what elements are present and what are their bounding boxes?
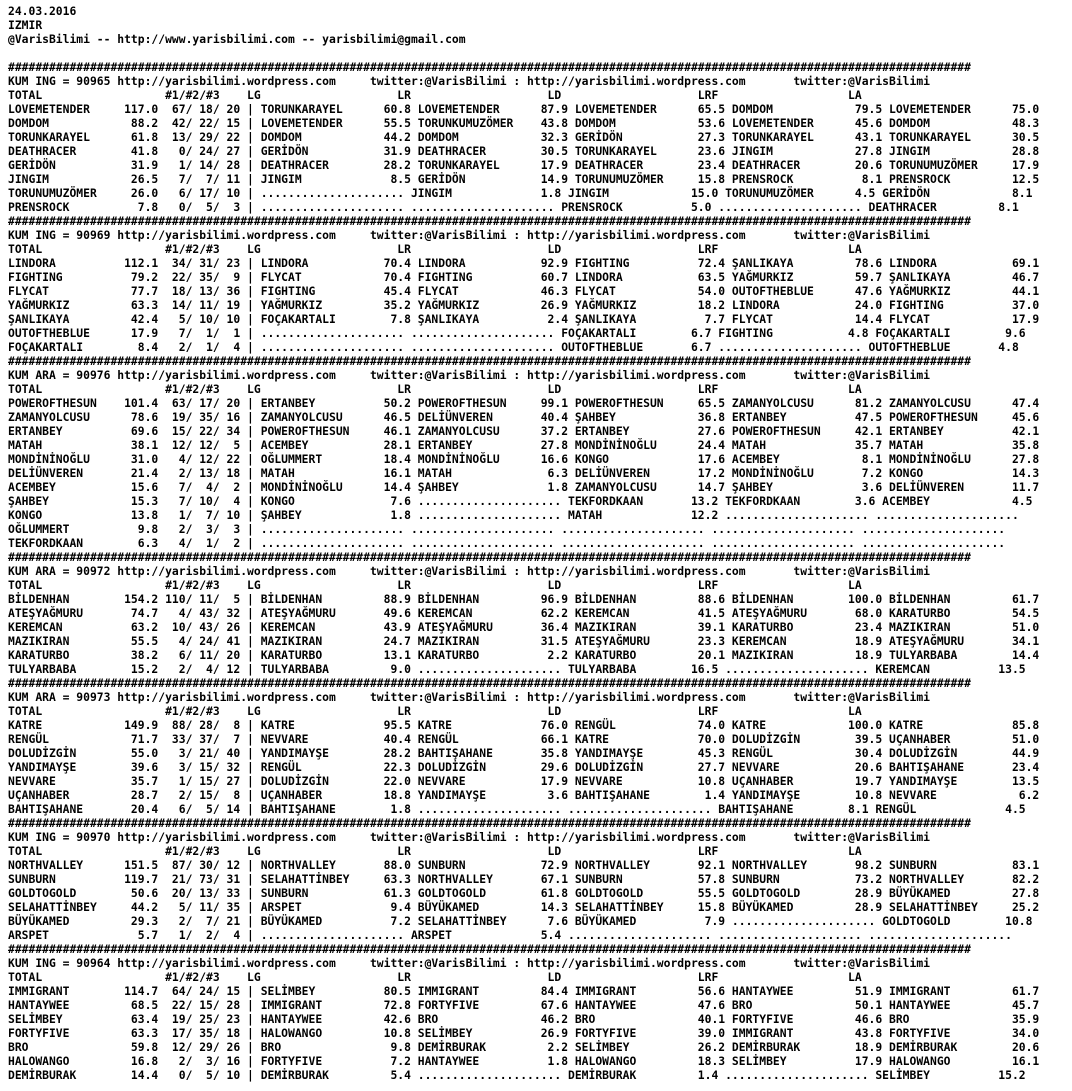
horse-row: KARATURBO 38.2 6/ 11/ 20 | KARATURBO 13.1 KARATURBO 2.2 KARATURBO 20.1 MAZIKIRAN 18.9 TULYARBABA 14.4 <box>8 648 1040 662</box>
horse-row: YAĞMURKIZ 63.3 14/ 11/ 19 | YAĞMURKIZ 35.2 YAĞMURKIZ 26.9 YAĞMURKIZ 18.2 LINDORA 24.0 FIGHTING 37.0 <box>8 298 1040 312</box>
horse-row: UÇANHABER 28.7 2/ 15/ 8 | UÇANHABER 18.8 YANDIMAYŞE 3.6 BAHTIŞAHANE 1.4 YANDIMAYŞE 10.8 NEVVARE 6.2 <box>8 788 1040 802</box>
horse-row: ATEŞYAĞMURU 74.7 4/ 43/ 32 | ATEŞYAĞMURU 49.6 KEREMCAN 62.2 KEREMCAN 41.5 ATEŞYAĞMURU 68.0 KARATURBO 54.5 <box>8 606 1040 620</box>
horse-row: BÜYÜKAMED 29.3 2/ 7/ 21 | BÜYÜKAMED 7.2 SELAHATTİNBEY 7.6 BÜYÜKAMED 7.9 ..................... GOLDTOGOLD 10.8 <box>8 914 1033 928</box>
column-header-line: TOTAL #1/#2/#3 LG LR LD LRF LA <box>8 88 862 102</box>
separator-line: ############################################################################################################################################# <box>8 354 971 368</box>
horse-row: OUTOFTHEBLUE 17.9 7/ 1/ 1 | ..................... ..................... FOÇAKARTALI 6.7 FIGHTING 4.8 FOÇAKARTALI 9.6 <box>8 326 1026 340</box>
horse-row: DELİÜNVEREN 21.4 2/ 13/ 18 | MATAH 16.1 MATAH 6.3 DELİÜNVEREN 17.2 MONDİNİNOĞLU 7.2 KONGO 14.3 <box>8 466 1040 480</box>
horse-row: HALOWANGO 16.8 2/ 3/ 16 | FORTYFIVE 7.2 HANTAYWEE 1.8 HALOWANGO 18.3 SELİMBEY 17.9 HALOWANGO 16.1 <box>8 1054 1040 1068</box>
horse-row: OĞLUMMERT 9.8 2/ 3/ 3 | ..................... ..................... ..................... ..................... ..................... <box>8 522 1006 536</box>
horse-row: PRENSROCK 7.8 0/ 5/ 3 | ..................... ..................... PRENSROCK 5.0 ..................... DEATHRACER 8.1 <box>8 200 1019 214</box>
blank-line <box>8 46 1072 60</box>
race-header-line: KUM ING = 90964 http://yarisbilimi.wordpress.com twitter:@VarisBilimi : http://yarisbilimi.wordpress.com twitter:@VarisBilimi <box>8 956 930 970</box>
horse-row: SELİMBEY 63.4 19/ 25/ 23 | HANTAYWEE 42.6 BRO 46.2 BRO 40.1 FORTYFIVE 46.6 BRO 35.9 <box>8 1012 1040 1026</box>
horse-row: HANTAYWEE 68.5 22/ 15/ 28 | IMMIGRANT 72.8 FORTYFIVE 67.6 HANTAYWEE 47.6 BRO 50.1 HANTAYWEE 45.7 <box>8 998 1040 1012</box>
horse-row: KEREMCAN 63.2 10/ 43/ 26 | KEREMCAN 43.9 ATEŞYAĞMURU 36.4 MAZIKIRAN 39.1 KARATURBO 23.4 MAZIKIRAN 51.0 <box>8 620 1040 634</box>
horse-row: TORUNKARAYEL 61.8 13/ 29/ 22 | DOMDOM 44.2 DOMDOM 32.3 GERİDÖN 27.3 TORUNKARAYEL 43.1 TORUNKARAYEL 30.5 <box>8 130 1040 144</box>
horse-row: ŞANLIKAYA 42.4 5/ 10/ 10 | FOÇAKARTALI 7.8 ŞANLIKAYA 2.4 ŞANLIKAYA 7.7 FLYCAT 14.4 FLYCAT 17.9 <box>8 312 1040 326</box>
column-header-line: TOTAL #1/#2/#3 LG LR LD LRF LA <box>8 844 862 858</box>
column-header-line: TOTAL #1/#2/#3 LG LR LD LRF LA <box>8 578 862 592</box>
race-header-line: KUM ARA = 90976 http://yarisbilimi.wordpress.com twitter:@VarisBilimi : http://yarisbilimi.wordpress.com twitter:@VarisBilimi <box>8 368 930 382</box>
horse-row: BAHTIŞAHANE 20.4 6/ 5/ 14 | BAHTIŞAHANE 1.8 ..................... ..................... BAHTIŞAHANE 8.1 RENGÜL 4.5 <box>8 802 1026 816</box>
horse-row: FLYCAT 77.7 18/ 13/ 36 | FIGHTING 45.4 FLYCAT 46.3 FLYCAT 54.0 OUTOFTHEBLUE 47.6 YAĞMURKIZ 44.1 <box>8 284 1040 298</box>
separator-line: ############################################################################################################################################# <box>8 550 971 564</box>
race-header-line: KUM ARA = 90973 http://yarisbilimi.wordpress.com twitter:@VarisBilimi : http://yarisbilimi.wordpress.com twitter:@VarisBilimi <box>8 690 930 704</box>
race-header-line: KUM ARA = 90972 http://yarisbilimi.wordpress.com twitter:@VarisBilimi : http://yarisbilimi.wordpress.com twitter:@VarisBilimi <box>8 564 930 578</box>
text-line: @VarisBilimi -- http://www.yarisbilimi.com -- yarisbilimi@gmail.com <box>8 32 466 46</box>
horse-row: GOLDTOGOLD 50.6 20/ 13/ 33 | SUNBURN 61.3 GOLDTOGOLD 61.8 GOLDTOGOLD 55.5 GOLDTOGOLD 28.9 BÜYÜKAMED 27.8 <box>8 886 1040 900</box>
text-line: IZMIR <box>8 18 43 32</box>
separator-line: ############################################################################################################################################# <box>8 60 971 74</box>
horse-row: GERİDÖN 31.9 1/ 14/ 28 | DEATHRACER 28.2 TORUNKARAYEL 17.9 DEATHRACER 23.4 DEATHRACER 20.6 TORUNUMUZÖMER 17.9 <box>8 158 1040 172</box>
horse-row: ARSPET 5.7 1/ 2/ 4 | ..................... ARSPET 5.4 ..................... ..................... ..................... <box>8 928 1012 942</box>
horse-row: MAZIKIRAN 55.5 4/ 24/ 41 | MAZIKIRAN 24.7 MAZIKIRAN 31.5 ATEŞYAĞMURU 23.3 KEREMCAN 18.9 ATEŞYAĞMURU 34.1 <box>8 634 1040 648</box>
horse-row: TULYARBABA 15.2 2/ 4/ 12 | TULYARBABA 9.0 ..................... TULYARBABA 16.5 ..................... KEREMCAN 13.5 <box>8 662 1026 676</box>
horse-row: NEVVARE 35.7 1/ 15/ 27 | DOLUDİZGİN 22.0 NEVVARE 17.9 NEVVARE 10.8 UÇANHABER 19.7 YANDIMAYŞE 13.5 <box>8 774 1040 788</box>
horse-row: ERTANBEY 69.6 15/ 22/ 34 | POWEROFTHESUN 46.1 ZAMANYOLCUSU 37.2 ERTANBEY 27.6 POWEROFTHESUN 42.1 ERTANBEY 42.1 <box>8 424 1040 438</box>
horse-row: DEMİRBURAK 14.4 0/ 5/ 10 | DEMİRBURAK 5.4 ..................... DEMİRBURAK 1.4 ..................... SELİMBEY 15.2 <box>8 1068 1026 1082</box>
horse-row: FIGHTING 79.2 22/ 35/ 9 | FLYCAT 70.4 FIGHTING 60.7 LINDORA 63.5 YAĞMURKIZ 59.7 ŞANLIKAYA 46.7 <box>8 270 1040 284</box>
race-header-line: KUM ING = 90965 http://yarisbilimi.wordpress.com twitter:@VarisBilimi : http://yarisbilimi.wordpress.com twitter:@VarisBilimi <box>8 74 930 88</box>
column-header-line: TOTAL #1/#2/#3 LG LR LD LRF LA <box>8 382 862 396</box>
horse-row: SUNBURN 119.7 21/ 73/ 31 | SELAHATTİNBEY 63.3 NORTHVALLEY 67.1 SUNBURN 57.8 SUNBURN 73.2 NORTHVALLEY 82.2 <box>8 872 1040 886</box>
horse-row: TEKFORDKAAN 6.3 4/ 1/ 2 | ..................... ..................... ..................... ..................... ..................... <box>8 536 1006 550</box>
horse-row: IMMIGRANT 114.7 64/ 24/ 15 | SELİMBEY 80.5 IMMIGRANT 84.4 IMMIGRANT 56.6 HANTAYWEE 51.9 IMMIGRANT 61.7 <box>8 984 1040 998</box>
column-header-line: TOTAL #1/#2/#3 LG LR LD LRF LA <box>8 970 862 984</box>
horse-row: ŞAHBEY 15.3 7/ 10/ 4 | KONGO 7.6 ..................... TEKFORDKAAN 13.2 TEKFORDKAAN 3.6 ACEMBEY 4.5 <box>8 494 1033 508</box>
text-line: 24.03.2016 <box>8 4 77 18</box>
race-header-line: KUM ING = 90969 http://yarisbilimi.wordpress.com twitter:@VarisBilimi : http://yarisbilimi.wordpress.com twitter:@VarisBilimi <box>8 228 930 242</box>
horse-row: BİLDENHAN 154.2 110/ 11/ 5 | BİLDENHAN 88.9 BİLDENHAN 96.9 BİLDENHAN 88.6 BİLDENHAN 100.0 BİLDENHAN 61.7 <box>8 592 1040 606</box>
horse-row: MATAH 38.1 12/ 12/ 5 | ACEMBEY 28.1 ERTANBEY 27.8 MONDİNİNOĞLU 24.4 MATAH 35.7 MATAH 35.8 <box>8 438 1040 452</box>
horse-row: POWEROFTHESUN 101.4 63/ 17/ 20 | ERTANBEY 50.2 POWEROFTHESUN 99.1 POWEROFTHESUN 65.5 ZAMANYOLCUSU 81.2 ZAMANYOLCUSU 47.4 <box>8 396 1040 410</box>
horse-row: YANDIMAYŞE 39.6 3/ 15/ 32 | RENGÜL 22.3 DOLUDİZGİN 29.6 DOLUDİZGİN 27.7 NEVVARE 20.6 BAHTIŞAHANE 23.4 <box>8 760 1040 774</box>
column-header-line: TOTAL #1/#2/#3 LG LR LD LRF LA <box>8 704 862 718</box>
horse-row: LOVEMETENDER 117.0 67/ 18/ 20 | TORUNKARAYEL 60.8 LOVEMETENDER 87.9 LOVEMETENDER 65.5 DOMDOM 79.5 LOVEMETENDER 75.0 <box>8 102 1040 116</box>
horse-row: FORTYFIVE 63.3 17/ 35/ 18 | HALOWANGO 10.8 SELİMBEY 26.9 FORTYFIVE 39.0 IMMIGRANT 43.8 FORTYFIVE 34.0 <box>8 1026 1040 1040</box>
horse-row: KONGO 13.8 1/ 7/ 10 | ŞAHBEY 1.8 ..................... MATAH 12.2 ..................... ..................... <box>8 508 1019 522</box>
horse-row: KATRE 149.9 88/ 28/ 8 | KATRE 95.5 KATRE 76.0 RENGÜL 74.0 KATRE 100.0 KATRE 85.8 <box>8 718 1040 732</box>
separator-line: ############################################################################################################################################# <box>8 816 971 830</box>
horse-row: BRO 59.8 12/ 29/ 26 | BRO 9.8 DEMİRBURAK 2.2 SELİMBEY 26.2 DEMİRBURAK 18.9 DEMİRBURAK 20.6 <box>8 1040 1040 1054</box>
separator-line: ############################################################################################################################################# <box>8 676 971 690</box>
horse-row: DEATHRACER 41.8 0/ 24/ 27 | GERİDÖN 31.9 DEATHRACER 30.5 TORUNKARAYEL 23.6 JINGIM 27.8 JINGIM 28.8 <box>8 144 1040 158</box>
separator-line: ############################################################################################################################################# <box>8 942 971 956</box>
horse-row: ZAMANYOLCUSU 78.6 19/ 35/ 16 | ZAMANYOLCUSU 46.5 DELİÜNVEREN 40.4 ŞAHBEY 36.8 ERTANBEY 47.5 POWEROFTHESUN 45.6 <box>8 410 1040 424</box>
horse-row: LINDORA 112.1 34/ 31/ 23 | LINDORA 70.4 LINDORA 92.9 FIGHTING 72.4 ŞANLIKAYA 78.6 LINDORA 69.1 <box>8 256 1040 270</box>
horse-row: ACEMBEY 15.6 7/ 4/ 2 | MONDİNİNOĞLU 14.4 ŞAHBEY 1.8 ZAMANYOLCUSU 14.7 ŞAHBEY 3.6 DELİÜNVEREN 11.7 <box>8 480 1040 494</box>
horse-row: SELAHATTİNBEY 44.2 5/ 11/ 35 | ARSPET 9.4 BÜYÜKAMED 14.3 SELAHATTİNBEY 15.8 BÜYÜKAMED 28.9 SELAHATTİNBEY 25.2 <box>8 900 1040 914</box>
separator-line: ############################################################################################################################################# <box>8 214 971 228</box>
horse-row: DOMDOM 88.2 42/ 22/ 15 | LOVEMETENDER 55.5 TORUNKUMUZÖMER 43.8 DOMDOM 53.6 LOVEMETENDER 45.6 DOMDOM 48.3 <box>8 116 1040 130</box>
horse-row: NORTHVALLEY 151.5 87/ 30/ 12 | NORTHVALLEY 88.0 SUNBURN 72.9 NORTHVALLEY 92.1 NORTHVALLEY 98.2 SUNBURN 83.1 <box>8 858 1040 872</box>
race-header-line: KUM ING = 90970 http://yarisbilimi.wordpress.com twitter:@VarisBilimi : http://yarisbilimi.wordpress.com twitter:@VarisBilimi <box>8 830 930 844</box>
horse-row: FOÇAKARTALI 8.4 2/ 1/ 4 | ..................... ..................... OUTOFTHEBLUE 6.7 ..................... OUTOFTHEBLUE 4.8 <box>8 340 1019 354</box>
horse-row: RENGÜL 71.7 33/ 37/ 7 | NEVVARE 40.4 RENGÜL 66.1 KATRE 70.0 DOLUDİZGİN 39.5 UÇANHABER 51.0 <box>8 732 1040 746</box>
horse-row: MONDİNİNOĞLU 31.0 4/ 12/ 22 | OĞLUMMERT 18.4 MONDİNİNOĞLU 16.6 KONGO 17.6 ACEMBEY 8.1 MONDİNİNOĞLU 27.8 <box>8 452 1040 466</box>
horse-row: DOLUDİZGİN 55.0 3/ 21/ 40 | YANDIMAYŞE 28.2 BAHTIŞAHANE 35.8 YANDIMAYŞE 45.3 RENGÜL 30.4 DOLUDİZGİN 44.9 <box>8 746 1040 760</box>
horse-row: JINGIM 26.5 7/ 7/ 11 | JINGIM 8.5 GERİDÖN 14.9 TORUNUMUZÖMER 15.8 PRENSROCK 8.1 PRENSROCK 12.5 <box>8 172 1040 186</box>
horse-row: TORUNUMUZÖMER 26.0 6/ 17/ 10 | ..................... JINGIM 1.8 JINGIM 15.0 TORUNUMUZÖMER 4.5 GERİDÖN 8.1 <box>8 186 1033 200</box>
column-header-line: TOTAL #1/#2/#3 LG LR LD LRF LA <box>8 242 862 256</box>
